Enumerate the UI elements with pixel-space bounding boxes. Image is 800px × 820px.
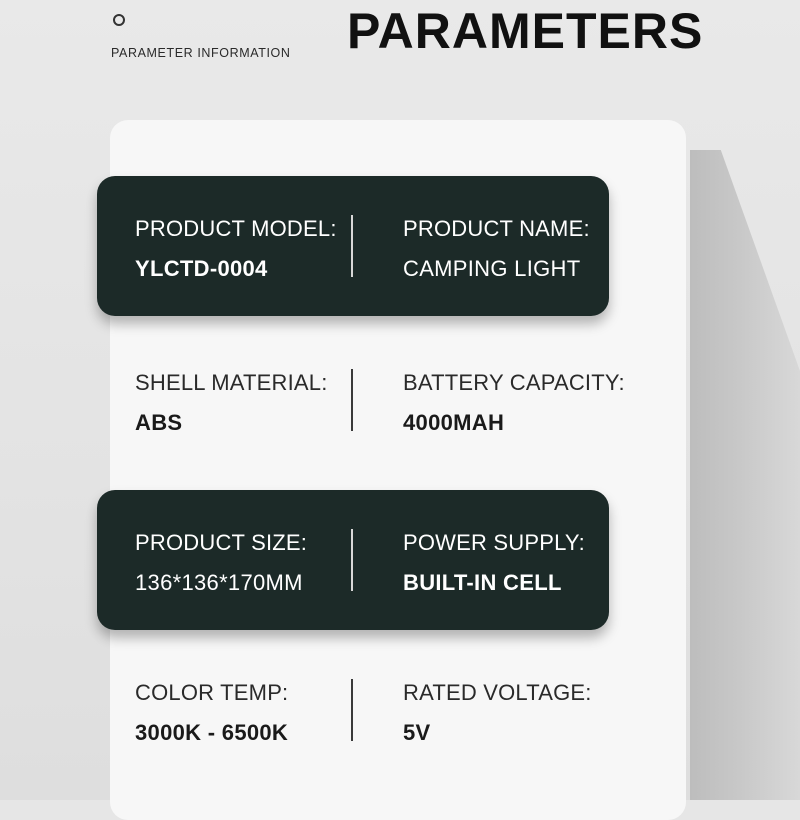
param-battery-capacity — [403, 330, 633, 470]
param-value: ABS — [135, 410, 183, 435]
param-row-material-battery — [97, 330, 625, 470]
param-value: 4000MAH — [403, 410, 505, 435]
param-label: PRODUCT MODEL: — [135, 216, 337, 241]
param-value: BUILT-IN CELL — [403, 570, 562, 595]
header-subtitle: PARAMETER INFORMATION — [111, 46, 291, 60]
param-label: PRODUCT SIZE: — [135, 530, 308, 555]
divider — [351, 369, 353, 431]
page-title: PARAMETERS — [347, 3, 704, 59]
param-row-size-power — [97, 490, 609, 630]
param-rated-voltage — [403, 640, 633, 780]
param-row-temp-voltage — [97, 640, 609, 780]
param-color-temp — [135, 640, 350, 780]
divider — [351, 215, 353, 277]
divider — [351, 679, 353, 741]
param-label: PRODUCT NAME: — [403, 216, 590, 241]
param-label: BATTERY CAPACITY: — [403, 370, 625, 395]
param-value: 3000K - 6500K — [135, 720, 289, 745]
param-value: YLCTD-0004 — [135, 256, 268, 281]
param-value: 136*136*170MM — [135, 570, 303, 595]
param-label: COLOR TEMP: — [135, 680, 289, 705]
divider — [351, 529, 353, 591]
param-label: SHELL MATERIAL: — [135, 370, 328, 395]
param-shell-material — [135, 330, 350, 470]
param-power-supply — [403, 490, 633, 630]
param-value: 5V — [403, 720, 431, 745]
param-product-name — [403, 176, 633, 316]
param-row-model-name — [97, 176, 609, 316]
circle-icon — [113, 14, 125, 26]
param-label: POWER SUPPLY: — [403, 530, 585, 555]
param-label: RATED VOLTAGE: — [403, 680, 592, 705]
param-product-model — [135, 176, 350, 316]
param-product-size — [135, 490, 350, 630]
param-value: CAMPING LIGHT — [403, 256, 581, 281]
